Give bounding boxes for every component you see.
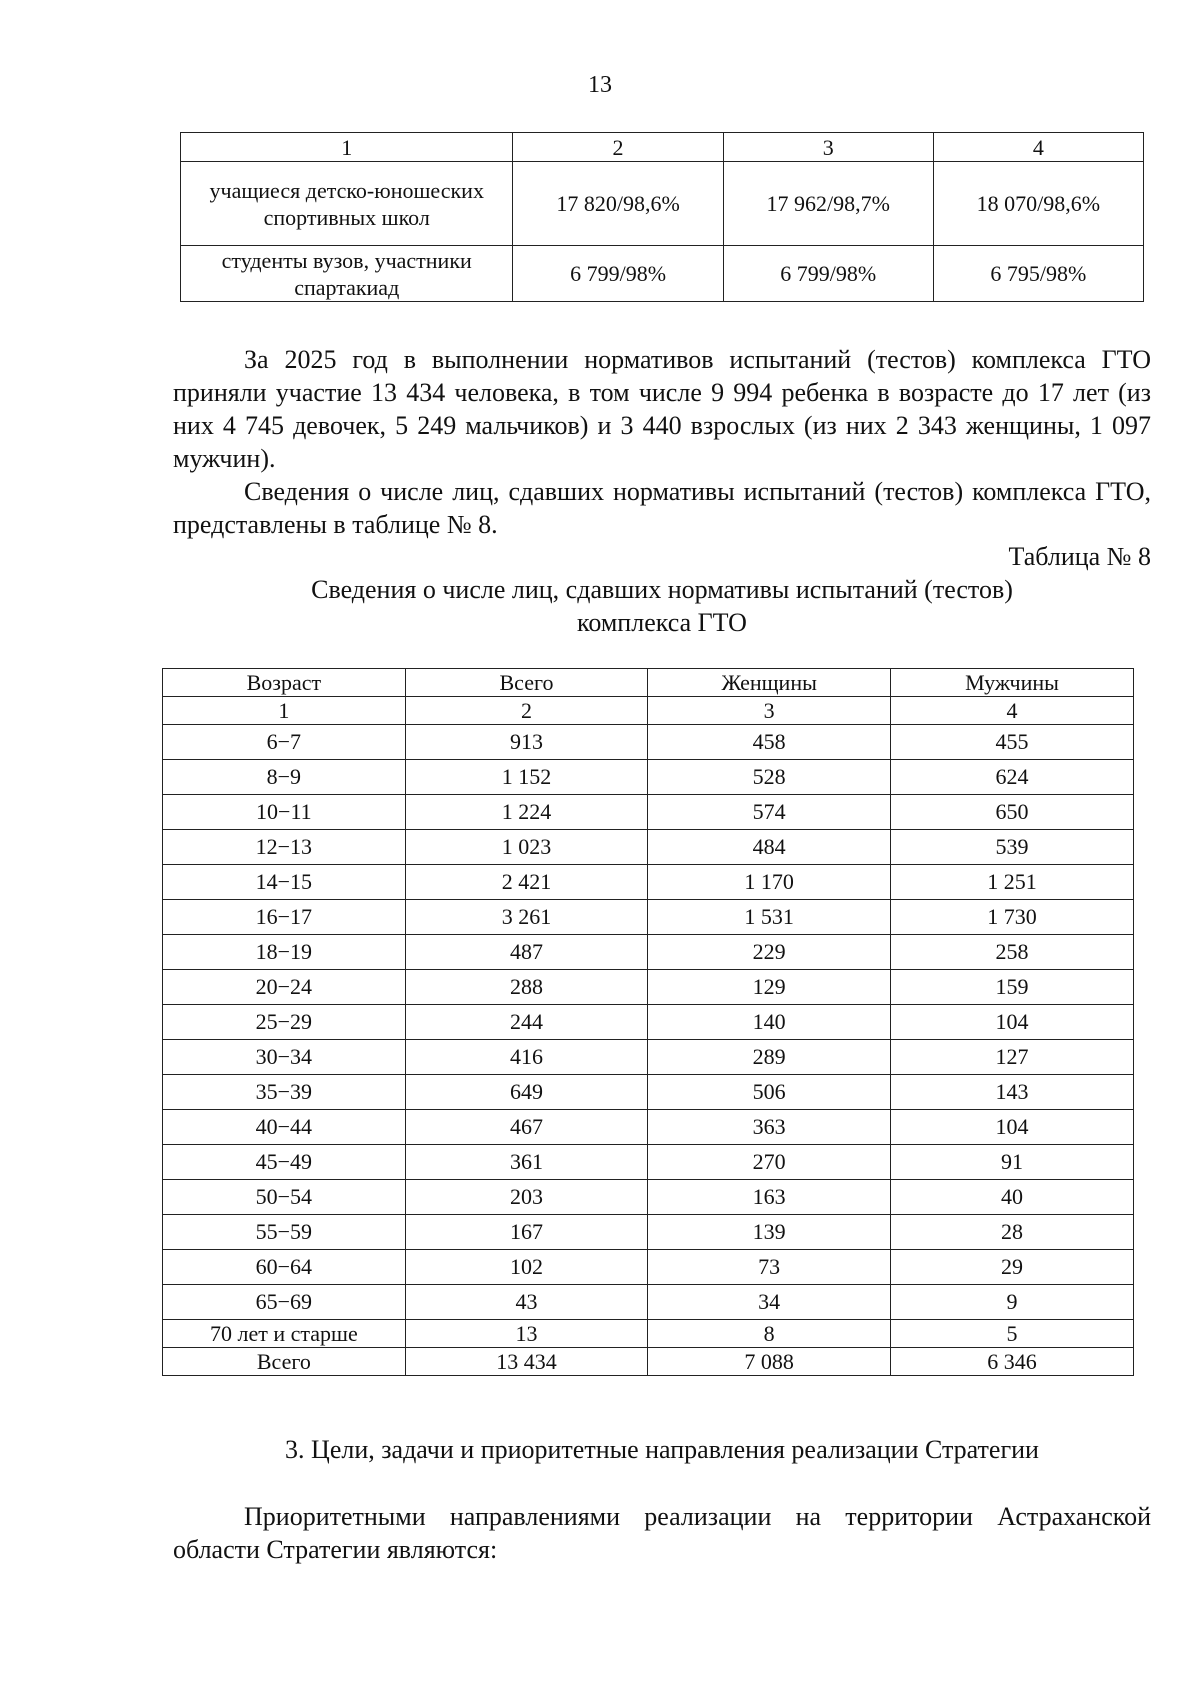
table-cell: 528: [648, 760, 891, 795]
table-cell: 140: [648, 1005, 891, 1040]
table-cell: 10−11: [163, 795, 406, 830]
table-cell: 65−69: [163, 1285, 406, 1320]
table-cell: 45−49: [163, 1145, 406, 1180]
header-cell: 4: [891, 697, 1134, 725]
table-cell: 624: [891, 760, 1134, 795]
table-row: [163, 1075, 1134, 1110]
table-row: [163, 1250, 1134, 1285]
table-cell: 13: [405, 1320, 648, 1348]
table-row: [163, 935, 1134, 970]
table-row: [163, 1180, 1134, 1215]
table-cell: 16−17: [163, 900, 406, 935]
table-cell: 229: [648, 935, 891, 970]
paragraph: За 2025 год в выполнении нормативов испытаний (тестов) комплекса ГТО приняли участие 13 434 человека, в том числе 9 994 ребенка в возрасте до 17 лет (из них 4 745 девочек, 5 249 мальчиков) и 3 440 взрослых (из них 2 343 женщины, 1 097 мужчин).: [173, 345, 1151, 473]
column-number-row: [163, 697, 1134, 725]
table-title: [173, 573, 1151, 639]
table-cell: 6 799/98%: [513, 246, 723, 302]
table-row: [163, 1215, 1134, 1250]
table-cell: 487: [405, 935, 648, 970]
table-cell: 416: [405, 1040, 648, 1075]
table-cell: 1 251: [891, 865, 1134, 900]
table-cell: 8−9: [163, 760, 406, 795]
table-cell: 3 261: [405, 900, 648, 935]
table-cell: Всего: [163, 1348, 406, 1376]
table-cell: 28: [891, 1215, 1134, 1250]
table-cell: 6 799/98%: [723, 246, 933, 302]
table-row: [163, 1348, 1134, 1376]
table-cell: 73: [648, 1250, 891, 1285]
table-cell: 1 152: [405, 760, 648, 795]
table-cell: 129: [648, 970, 891, 1005]
table-title-line: комплекса ГТО: [577, 608, 747, 637]
table-row: [163, 865, 1134, 900]
header-cell: 1: [163, 697, 406, 725]
table-cell: 258: [891, 935, 1134, 970]
table-cell: 55−59: [163, 1215, 406, 1250]
table-cell: 20−24: [163, 970, 406, 1005]
table-cell: 649: [405, 1075, 648, 1110]
table-cell: 25−29: [163, 1005, 406, 1040]
table-cell: 8: [648, 1320, 891, 1348]
table-row: [163, 1145, 1134, 1180]
table-cell: 913: [405, 725, 648, 760]
table-cell: 14−15: [163, 865, 406, 900]
table-row: [163, 1005, 1134, 1040]
table-cell: 139: [648, 1215, 891, 1250]
header-cell: Всего: [405, 669, 648, 697]
table-cell: 5: [891, 1320, 1134, 1348]
table-cell: 1 730: [891, 900, 1134, 935]
table-row: [163, 1285, 1134, 1320]
header-cell: 2: [513, 133, 723, 162]
table-cell: 50−54: [163, 1180, 406, 1215]
table-row: [163, 970, 1134, 1005]
paragraph: Приоритетными направлениями реализации на территории Астраханской области Стратегии являются:: [173, 1502, 1151, 1564]
table-cell: 1 170: [648, 865, 891, 900]
table-cell: 288: [405, 970, 648, 1005]
table-cell: 167: [405, 1215, 648, 1250]
table-cell: 34: [648, 1285, 891, 1320]
table-cell: 29: [891, 1250, 1134, 1285]
table-cell: 458: [648, 725, 891, 760]
page-number: 13: [588, 72, 612, 98]
table-cell: учащиеся детско-юношеских спортивных школ: [181, 162, 513, 246]
table-cell: 35−39: [163, 1075, 406, 1110]
table-cell: 70 лет и старше: [163, 1320, 406, 1348]
table-cell: 30−34: [163, 1040, 406, 1075]
table-cell: 574: [648, 795, 891, 830]
table-cell: 1 531: [648, 900, 891, 935]
table-cell: 1 224: [405, 795, 648, 830]
header-cell: 1: [181, 133, 513, 162]
table-cell: 6 795/98%: [933, 246, 1143, 302]
table-cell: 650: [891, 795, 1134, 830]
table-cell: 244: [405, 1005, 648, 1040]
table-row: [163, 1110, 1134, 1145]
table-cell: 363: [648, 1110, 891, 1145]
table-cell: 484: [648, 830, 891, 865]
table-cell: 40−44: [163, 1110, 406, 1145]
table-cell: 102: [405, 1250, 648, 1285]
table-cell: 506: [648, 1075, 891, 1110]
table-row: [163, 795, 1134, 830]
header-cell: 3: [648, 697, 891, 725]
table-cell: 289: [648, 1040, 891, 1075]
header-cell: Женщины: [648, 669, 891, 697]
table-cell: 203: [405, 1180, 648, 1215]
header-cell: 3: [723, 133, 933, 162]
header-cell: Мужчины: [891, 669, 1134, 697]
table-cell: 127: [891, 1040, 1134, 1075]
table-8: [162, 668, 1134, 1376]
table-cell: 40: [891, 1180, 1134, 1215]
table-label: Таблица № 8: [1008, 542, 1151, 571]
table-cell: 159: [891, 970, 1134, 1005]
section-heading: 3. Цели, задачи и приоритетные направления реализации Стратегии: [285, 1435, 1039, 1464]
table-cell: 18−19: [163, 935, 406, 970]
table-row: [163, 725, 1134, 760]
table-cell: 6−7: [163, 725, 406, 760]
table-row: [181, 162, 1144, 246]
table-row: [181, 246, 1144, 302]
continuation-table: [180, 132, 1144, 302]
table-cell: 539: [891, 830, 1134, 865]
table-cell: 270: [648, 1145, 891, 1180]
table-row: [163, 900, 1134, 935]
table-cell: 18 070/98,6%: [933, 162, 1143, 246]
table-cell: 2 421: [405, 865, 648, 900]
table-row: [163, 1320, 1134, 1348]
table-header-row: [181, 133, 1144, 162]
table-cell: 7 088: [648, 1348, 891, 1376]
table-cell: 17 962/98,7%: [723, 162, 933, 246]
table-cell: 455: [891, 725, 1134, 760]
paragraph: Сведения о числе лиц, сдавших нормативы испытаний (тестов) комплекса ГТО, представлены в таблице № 8.: [173, 477, 1151, 539]
table-cell: 104: [891, 1110, 1134, 1145]
table-cell: 17 820/98,6%: [513, 162, 723, 246]
header-cell: Возраст: [163, 669, 406, 697]
table-row: [163, 830, 1134, 865]
table-cell: 43: [405, 1285, 648, 1320]
table-cell: 13 434: [405, 1348, 648, 1376]
table-cell: 361: [405, 1145, 648, 1180]
table-cell: 163: [648, 1180, 891, 1215]
header-cell: 2: [405, 697, 648, 725]
table-cell: 60−64: [163, 1250, 406, 1285]
table-cell: 104: [891, 1005, 1134, 1040]
table-row: [163, 1040, 1134, 1075]
table-cell: 143: [891, 1075, 1134, 1110]
table-cell: 467: [405, 1110, 648, 1145]
table-cell: 1 023: [405, 830, 648, 865]
table-cell: студенты вузов, участники спартакиад: [181, 246, 513, 302]
table-cell: 12−13: [163, 830, 406, 865]
table-title-line: Сведения о числе лиц, сдавших нормативы испытаний (тестов): [311, 575, 1013, 604]
table-cell: 9: [891, 1285, 1134, 1320]
header-cell: 4: [933, 133, 1143, 162]
table-cell: 6 346: [891, 1348, 1134, 1376]
table-cell: 91: [891, 1145, 1134, 1180]
table-row: [163, 760, 1134, 795]
table-header-row: [163, 669, 1134, 697]
